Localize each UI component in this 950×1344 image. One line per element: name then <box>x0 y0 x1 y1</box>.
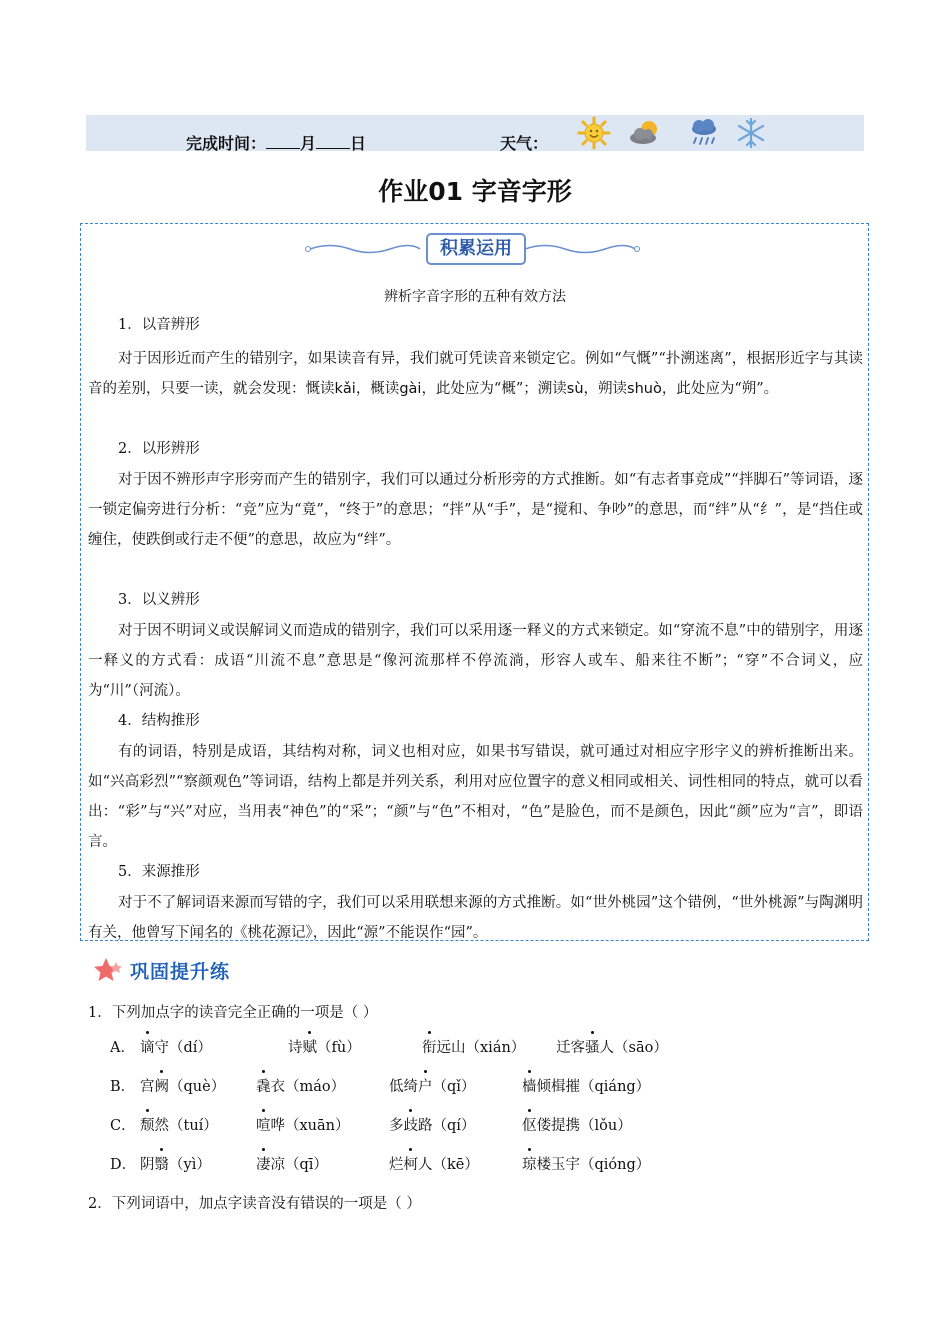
snowflake-icon[interactable] <box>733 116 769 150</box>
rain-icon[interactable] <box>686 116 722 150</box>
option-c-item-2: 喧哗（xuān） <box>256 1114 350 1135</box>
option-d-item-3: 烂柯人（kē） <box>389 1153 479 1174</box>
option-d-item-1: 阴翳（yì） <box>140 1153 211 1174</box>
option-b-item-1: 宫阙（què） <box>140 1075 225 1096</box>
practice-label: 巩固提升练 <box>130 961 231 983</box>
weather-label: 天气： <box>500 134 549 153</box>
option-b-item-2: 毳衣（máo） <box>256 1075 345 1096</box>
methods-subtitle: 辨析字音字形的五种有效方法 <box>384 289 566 305</box>
method-1-body: 对于因形近而产生的错别字，如果读音有异，我们就可凭读音来锁定它。例如“气慨”“扑溯迷离”，根据形近字与其读音的差别，只要一读，就会发现：慨读kǎi，概读gài，此处应为“概”；溯读sù，朔读shuò，此处应为“朔”。 <box>88 351 863 397</box>
option-b-item-4: 樯倾楫摧（qiáng） <box>522 1075 650 1096</box>
question-2: 2．下列词语中，加点字读音没有错误的一项是（ ） <box>88 1196 421 1212</box>
option-b-item-3: 低绮户（qǐ） <box>389 1075 475 1096</box>
cloudy-icon[interactable] <box>627 116 663 150</box>
option-a-item-3: 衔远山（xián） <box>422 1036 525 1057</box>
option-c-item-1: 颓然（tuí） <box>140 1114 218 1135</box>
method-5-heading: 5．来源推形 <box>118 864 200 880</box>
time-label: 完成时间： <box>186 134 267 153</box>
option-d-letter[interactable]: D． <box>110 1157 137 1173</box>
method-3-heading: 3．以义辨形 <box>118 592 200 608</box>
day-blank[interactable] <box>316 134 350 149</box>
method-1-heading: 1．以音辨形 <box>118 317 200 333</box>
month-label: 月 <box>300 134 317 153</box>
method-3-body: 对于因不明词义或误解词义而造成的错别字，我们可以采用逐一释义的方式来锁定。如“穿流不息”中的错别字，用逐一释义的方式看：成语“川流不息”意思是“像河流那样不停流淌，形容人或车、船来往不断”；“穿”不合词义，应为“川”（河流）。 <box>88 623 863 699</box>
sun-icon[interactable] <box>576 116 612 150</box>
option-c-letter[interactable]: C． <box>110 1118 136 1134</box>
method-5-body: 对于不了解词语来源而写错的字，我们可以采用联想来源的方式推断。如“世外桃园”这个错例，“世外桃源”与陶渊明有关，他曾写下闻名的《桃花源记》，因此“源”不能误作“园”。 <box>88 895 863 941</box>
option-a-item-4: 迁客骚人（sāo） <box>556 1036 668 1057</box>
option-a-item-2: 诗赋（fù） <box>288 1036 361 1057</box>
option-d-item-2: 凄凉（qī） <box>256 1153 328 1174</box>
option-c-item-3: 多歧路（qí） <box>389 1114 475 1135</box>
day-label: 日 <box>350 134 367 153</box>
method-2-heading: 2．以形辨形 <box>118 441 200 457</box>
question-1: 1．下列加点字的读音完全正确的一项是（ ） <box>88 1005 378 1021</box>
method-2-body: 对于因不辨形声字形旁而产生的错别字，我们可以通过分析形旁的方式推断。如“有志者事竞成”“拌脚石”等词语，逐一锁定偏旁进行分析：“竞”应为“竟”，“终于”的意思；“拌”从“手”，是“搅和、争吵”的意思，而“绊”从“纟”，是“挡住或缠住，使跌倒或行走不便”的意思，故应为“绊”。 <box>88 472 863 548</box>
option-d-item-4: 琼楼玉宇（qióng） <box>522 1153 650 1174</box>
option-a-item-1: 谪守（dí） <box>140 1036 212 1057</box>
method-4-heading: 4．结构推形 <box>118 713 200 729</box>
star-icon <box>92 956 128 984</box>
page-title: 作业01 字音字形 <box>378 177 572 206</box>
option-b-letter[interactable]: B． <box>110 1079 136 1095</box>
method-4-body: 有的词语，特别是成语，其结构对称，词义也相对应，如果书写错误，就可通过对相应字形字义的辨析推断出来。如“兴高彩烈”“察颜观色”等词语，结构上都是并列关系，利用对应位置字的意义相同或相关、词性相同的特点，就可以看出：“彩”与“兴”对应，当用表“神色”的“采”；“颜”与“色”不相对，“色”是脸色，而不是颜色，因此“颜”应为“言”，即语言。 <box>88 744 863 850</box>
month-blank[interactable] <box>266 134 300 149</box>
option-c-item-4: 伛偻提携（lǒu） <box>522 1114 632 1135</box>
accumulate-badge: 积累运用 <box>426 233 526 265</box>
option-a-letter[interactable]: A． <box>110 1040 135 1056</box>
completion-time <box>186 131 366 154</box>
